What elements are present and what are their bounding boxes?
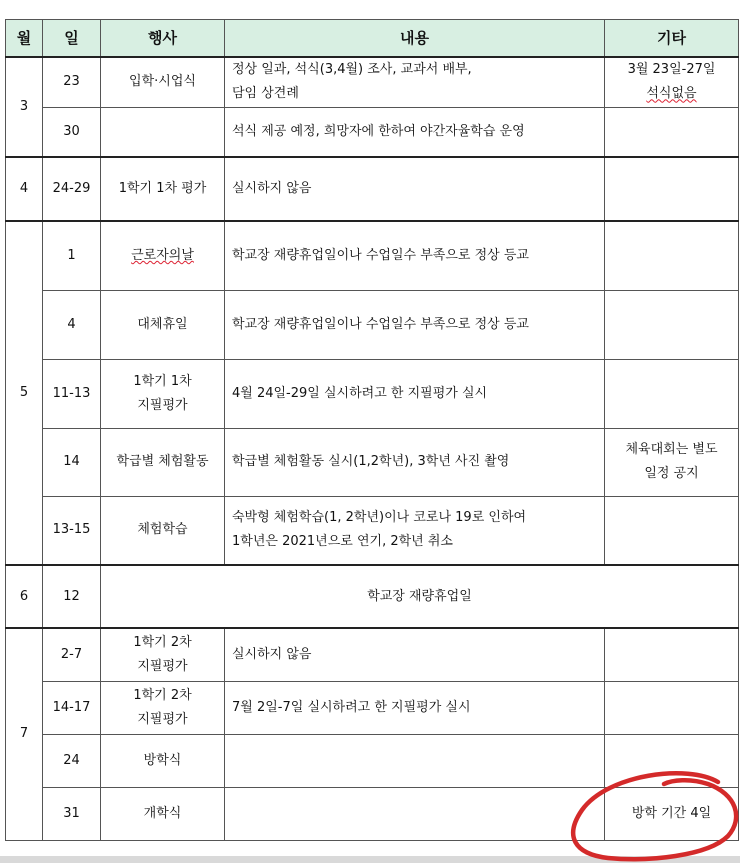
event-cell: 입학·시업식 bbox=[101, 57, 225, 107]
table-row bbox=[6, 681, 739, 734]
event-cell: 학급별 체험활동 bbox=[101, 428, 225, 496]
content-cell bbox=[225, 734, 605, 787]
content-cell: 석식 제공 예정, 희망자에 한하여 야간자율학습 운영 bbox=[225, 107, 605, 157]
note-cell bbox=[605, 221, 739, 290]
spellcheck-underline: 석식없음 bbox=[646, 86, 697, 102]
day-cell: 11-13 bbox=[43, 359, 101, 428]
note-cell: 3월 23일-27일 석식없음 bbox=[605, 57, 739, 107]
event-cell: 1학기 1차 평가 bbox=[101, 157, 225, 221]
day-cell: 31 bbox=[43, 787, 101, 840]
content-cell: 실시하지 않음 bbox=[225, 628, 605, 681]
day-cell: 14-17 bbox=[43, 681, 101, 734]
day-cell: 1 bbox=[43, 221, 101, 290]
content-cell: 학교장 재량휴업일이나 수업일수 부족으로 정상 등교 bbox=[225, 221, 605, 290]
header-month: 월 bbox=[6, 20, 43, 58]
day-cell: 2-7 bbox=[43, 628, 101, 681]
day-cell: 23 bbox=[43, 57, 101, 107]
day-cell: 30 bbox=[43, 107, 101, 157]
event-cell: 체험학습 bbox=[101, 496, 225, 565]
note-cell: 방학 기간 4일 bbox=[605, 787, 739, 840]
day-cell: 14 bbox=[43, 428, 101, 496]
content-cell bbox=[225, 787, 605, 840]
note-cell bbox=[605, 290, 739, 359]
spellcheck-underline: 근로자의날 bbox=[131, 247, 194, 263]
event-cell: 1학기 2차 지필평가 bbox=[101, 681, 225, 734]
header-event: 행사 bbox=[101, 20, 225, 58]
day-cell: 4 bbox=[43, 290, 101, 359]
day-cell: 13-15 bbox=[43, 496, 101, 565]
note-cell bbox=[605, 628, 739, 681]
day-cell: 24 bbox=[43, 734, 101, 787]
header-day: 일 bbox=[43, 20, 101, 58]
content-cell: 정상 일과, 석식(3,4월) 조사, 교과서 배부, 담임 상견례 bbox=[225, 57, 605, 107]
note-cell bbox=[605, 107, 739, 157]
content-cell: 숙박형 체험학습(1, 2학년)이나 코로나 19로 인하여 1학년은 2021년으로 연기, 2학년 취소 bbox=[225, 496, 605, 565]
table-row bbox=[6, 565, 739, 628]
event-cell: 개학식 bbox=[101, 787, 225, 840]
note-cell: 체육대회는 별도 일정 공지 bbox=[605, 428, 739, 496]
header-note: 기타 bbox=[605, 20, 739, 58]
table-row bbox=[6, 107, 739, 157]
table-row bbox=[6, 428, 739, 496]
table-row bbox=[6, 221, 739, 290]
table-row bbox=[6, 628, 739, 681]
event-cell: 대체휴일 bbox=[101, 290, 225, 359]
content-cell: 실시하지 않음 bbox=[225, 157, 605, 221]
window-bottom-bar bbox=[0, 856, 740, 863]
content-cell: 4월 24일-29일 실시하려고 한 지필평가 실시 bbox=[225, 359, 605, 428]
note-cell bbox=[605, 496, 739, 565]
event-cell: 1학기 2차 지필평가 bbox=[101, 628, 225, 681]
content-cell: 학교장 재량휴업일이나 수업일수 부족으로 정상 등교 bbox=[225, 290, 605, 359]
table-row bbox=[6, 787, 739, 840]
day-cell: 24-29 bbox=[43, 157, 101, 221]
header-content: 내용 bbox=[225, 20, 605, 58]
event-cell bbox=[101, 221, 225, 290]
month-cell: 7 bbox=[6, 628, 43, 840]
table-row bbox=[6, 290, 739, 359]
merged-content-cell: 학교장 재량휴업일 bbox=[101, 565, 739, 628]
table-row bbox=[6, 157, 739, 221]
note-cell bbox=[605, 681, 739, 734]
day-cell: 12 bbox=[43, 565, 101, 628]
table-row bbox=[6, 359, 739, 428]
event-cell: 1학기 1차 지필평가 bbox=[101, 359, 225, 428]
month-cell: 3 bbox=[6, 57, 43, 157]
note-cell bbox=[605, 359, 739, 428]
header-row bbox=[6, 20, 739, 58]
schedule-body bbox=[6, 57, 739, 840]
note-cell bbox=[605, 734, 739, 787]
schedule-table bbox=[5, 19, 739, 841]
note-cell bbox=[605, 157, 739, 221]
content-cell: 학급별 체험활동 실시(1,2학년), 3학년 사진 촬영 bbox=[225, 428, 605, 496]
event-cell bbox=[101, 107, 225, 157]
content-cell: 7월 2일-7일 실시하려고 한 지필평가 실시 bbox=[225, 681, 605, 734]
month-cell: 5 bbox=[6, 221, 43, 565]
month-cell: 6 bbox=[6, 565, 43, 628]
table-row bbox=[6, 734, 739, 787]
month-cell: 4 bbox=[6, 157, 43, 221]
event-cell: 방학식 bbox=[101, 734, 225, 787]
table-row bbox=[6, 496, 739, 565]
table-row bbox=[6, 57, 739, 107]
